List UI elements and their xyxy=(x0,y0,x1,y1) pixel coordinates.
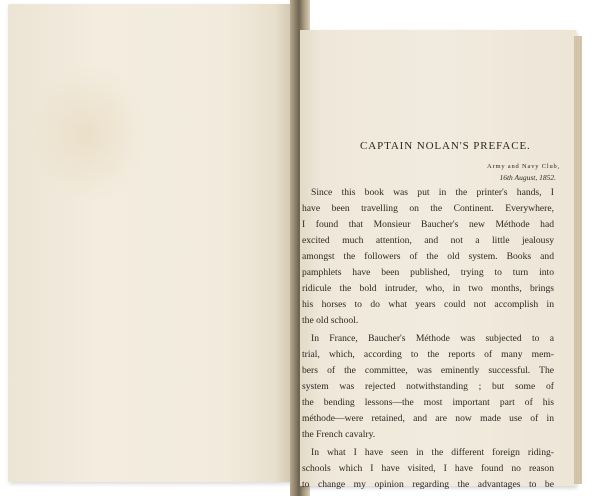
text-line: méthode—were retained, and are now made use of in xyxy=(302,413,554,424)
text-line: I found that Monsieur Baucher's new Méthode had xyxy=(302,219,554,230)
text-line: to change my opinion regarding the advantages to be xyxy=(302,479,554,490)
text-line: amongst the followers of the old system. Books and xyxy=(302,251,554,262)
page-stain xyxy=(28,64,148,204)
text-line: schools which I have visited, I have found no reason xyxy=(302,463,554,474)
text-line: bers of the committee, was eminently successful. The xyxy=(302,365,554,376)
text-line: the old school. xyxy=(302,315,359,326)
text-line: trial, which, according to the reports of many mem- xyxy=(302,349,554,360)
text-line: system was rejected notwithstanding ; but some of xyxy=(302,381,554,392)
text-line: his horses to do what years could not accomplish in xyxy=(302,299,554,310)
preface-place: Army and Navy Club, xyxy=(487,163,560,170)
text-line: excited much attention, and not a little jealousy xyxy=(302,235,554,246)
preface-date: 16th August, 1852. xyxy=(499,173,556,182)
text-line: have been travelling on the Continent. Everywhere, xyxy=(302,203,554,214)
text-line: In what I have seen in the different foreign riding- xyxy=(311,447,554,458)
text-line: Since this book was put in the printer's hands, I xyxy=(311,187,554,198)
page-edges xyxy=(574,36,582,484)
text-line: the bending lessons—the most important part of his xyxy=(302,397,554,408)
text-line: ridicule the bold intruder, who, in two months, brings xyxy=(302,283,554,294)
text-line: In France, Baucher's Méthode was subjected to a xyxy=(311,333,554,344)
left-blank-page xyxy=(8,4,298,482)
text-line: the French cavalry. xyxy=(302,429,376,440)
text-line: pamphlets have been published, trying to turn into xyxy=(302,267,554,278)
preface-heading: CAPTAIN NOLAN'S PREFACE. xyxy=(360,140,531,152)
